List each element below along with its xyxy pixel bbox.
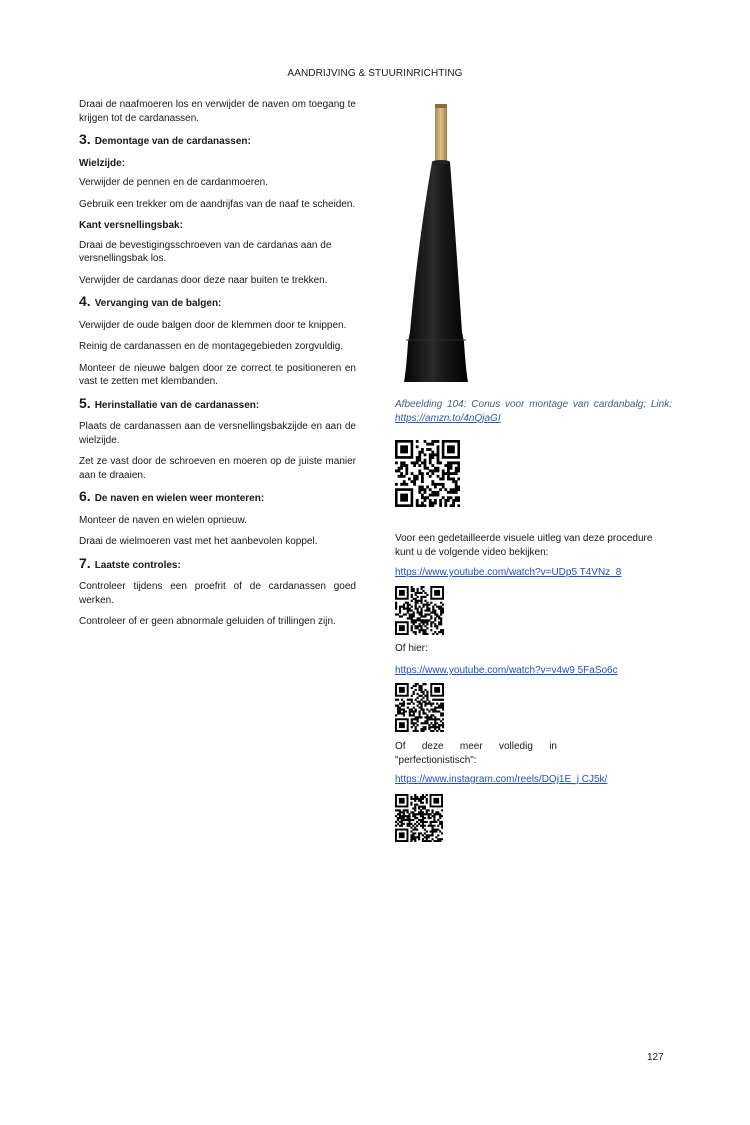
section-title: Vervanging van de balgen: — [94, 298, 222, 309]
qr-code-icon[interactable] — [395, 586, 444, 635]
paragraph: Controleer of er geen abnormale geluiden of trillingen zijn. — [79, 616, 336, 627]
paragraph: Draai de wielmoeren vast met het aanbevolen koppel. — [79, 536, 318, 547]
paragraph: Gebruik een trekker om de aandrijfas van de naaf te scheiden. — [79, 198, 356, 210]
of-hier-text: Of hier: — [395, 643, 428, 654]
intro-paragraph: Draai de naafmoeren los en verwijder de naven om toegang te krijgen tot de cardanassen. — [79, 99, 356, 124]
paragraph: Zet ze vast door de schroeven en moeren op de juiste manier aan te draaien. — [79, 456, 356, 481]
video-intro: Voor een gedetailleerde visuele uitleg van deze procedure kunt u de volgende video bekijken: — [395, 533, 653, 558]
caption-text: Afbeelding 104: Conus voor montage van cardanbalg; Link: — [395, 399, 672, 410]
paragraph: Verwijder de oude balgen door de klemmen door te knippen. — [79, 319, 347, 331]
youtube-link-2[interactable]: https://www.youtube.com/watch?v=v4w9 5FaSo6c — [395, 665, 618, 676]
paragraph: Verwijder de cardanas door deze naar buiten te trekken. — [79, 274, 328, 286]
youtube-link-1[interactable]: https://www.youtube.com/watch?v=UDp5 T4VNz_8 — [395, 567, 622, 578]
of-deze-text: Of deze meer volledig in "perfectionistisch": — [395, 741, 557, 766]
section-title: De naven en wielen weer monteren: — [94, 493, 265, 504]
paragraph: Controleer tijdens een proefrit of de cardanassen goed werken. — [79, 581, 356, 606]
running-header: AANDRIJVING & STUURINRICHTING — [287, 68, 463, 79]
figure-caption — [395, 398, 672, 425]
section-number: 4. — [79, 293, 91, 309]
page-number: 127 — [647, 1052, 664, 1063]
section-title: Herinstallatie van de cardanassen: — [94, 399, 260, 411]
of-deze-line1 — [395, 740, 557, 767]
paragraph: Verwijder de pennen en de cardanmoeren. — [79, 177, 269, 188]
paragraph: Reinig de cardanassen en de montagegebieden zorgvuldig. — [79, 341, 344, 352]
section-title: Demontage van de cardanassen: — [94, 136, 251, 147]
section-number: 5. — [79, 394, 91, 411]
section-number: 3. — [79, 131, 91, 147]
paragraph: Draai de bevestigingsschroeven van de cardanas aan de versnellingsbak los. — [79, 239, 332, 264]
section-7-heading — [79, 554, 356, 573]
qr-code-icon[interactable] — [395, 683, 444, 732]
section-4-heading — [79, 295, 356, 311]
section-5-heading — [79, 394, 356, 413]
caption-link[interactable]: https://amzn.to/4nQjaGI — [395, 412, 501, 424]
mounting-cone-image — [396, 102, 496, 387]
subheading-wheel-side: Wielzijde: — [79, 157, 126, 169]
section-number: 6. — [79, 488, 91, 504]
qr-code-icon[interactable] — [395, 794, 443, 842]
paragraph: Plaats de cardanassen aan de versnellingsbakzijde en aan de wielzijde. — [79, 421, 356, 446]
section-number: 7. — [79, 554, 91, 571]
paragraph: Monteer de naven en wielen opnieuw. — [79, 514, 247, 526]
section-3-heading — [79, 133, 356, 149]
subheading-gearbox-side: Kant versnellingsbak: — [79, 220, 183, 231]
instagram-link[interactable]: https://www.instagram.com/reels/DQj1E_j CJ5k/ — [395, 774, 608, 785]
left-column — [79, 98, 356, 637]
section-6-heading — [79, 490, 356, 506]
qr-code-icon[interactable] — [395, 440, 460, 507]
section-title: Laatste controles: — [94, 559, 181, 571]
paragraph: Monteer de nieuwe balgen door ze correct te positioneren en vast te zetten met klembanden. — [79, 362, 356, 387]
